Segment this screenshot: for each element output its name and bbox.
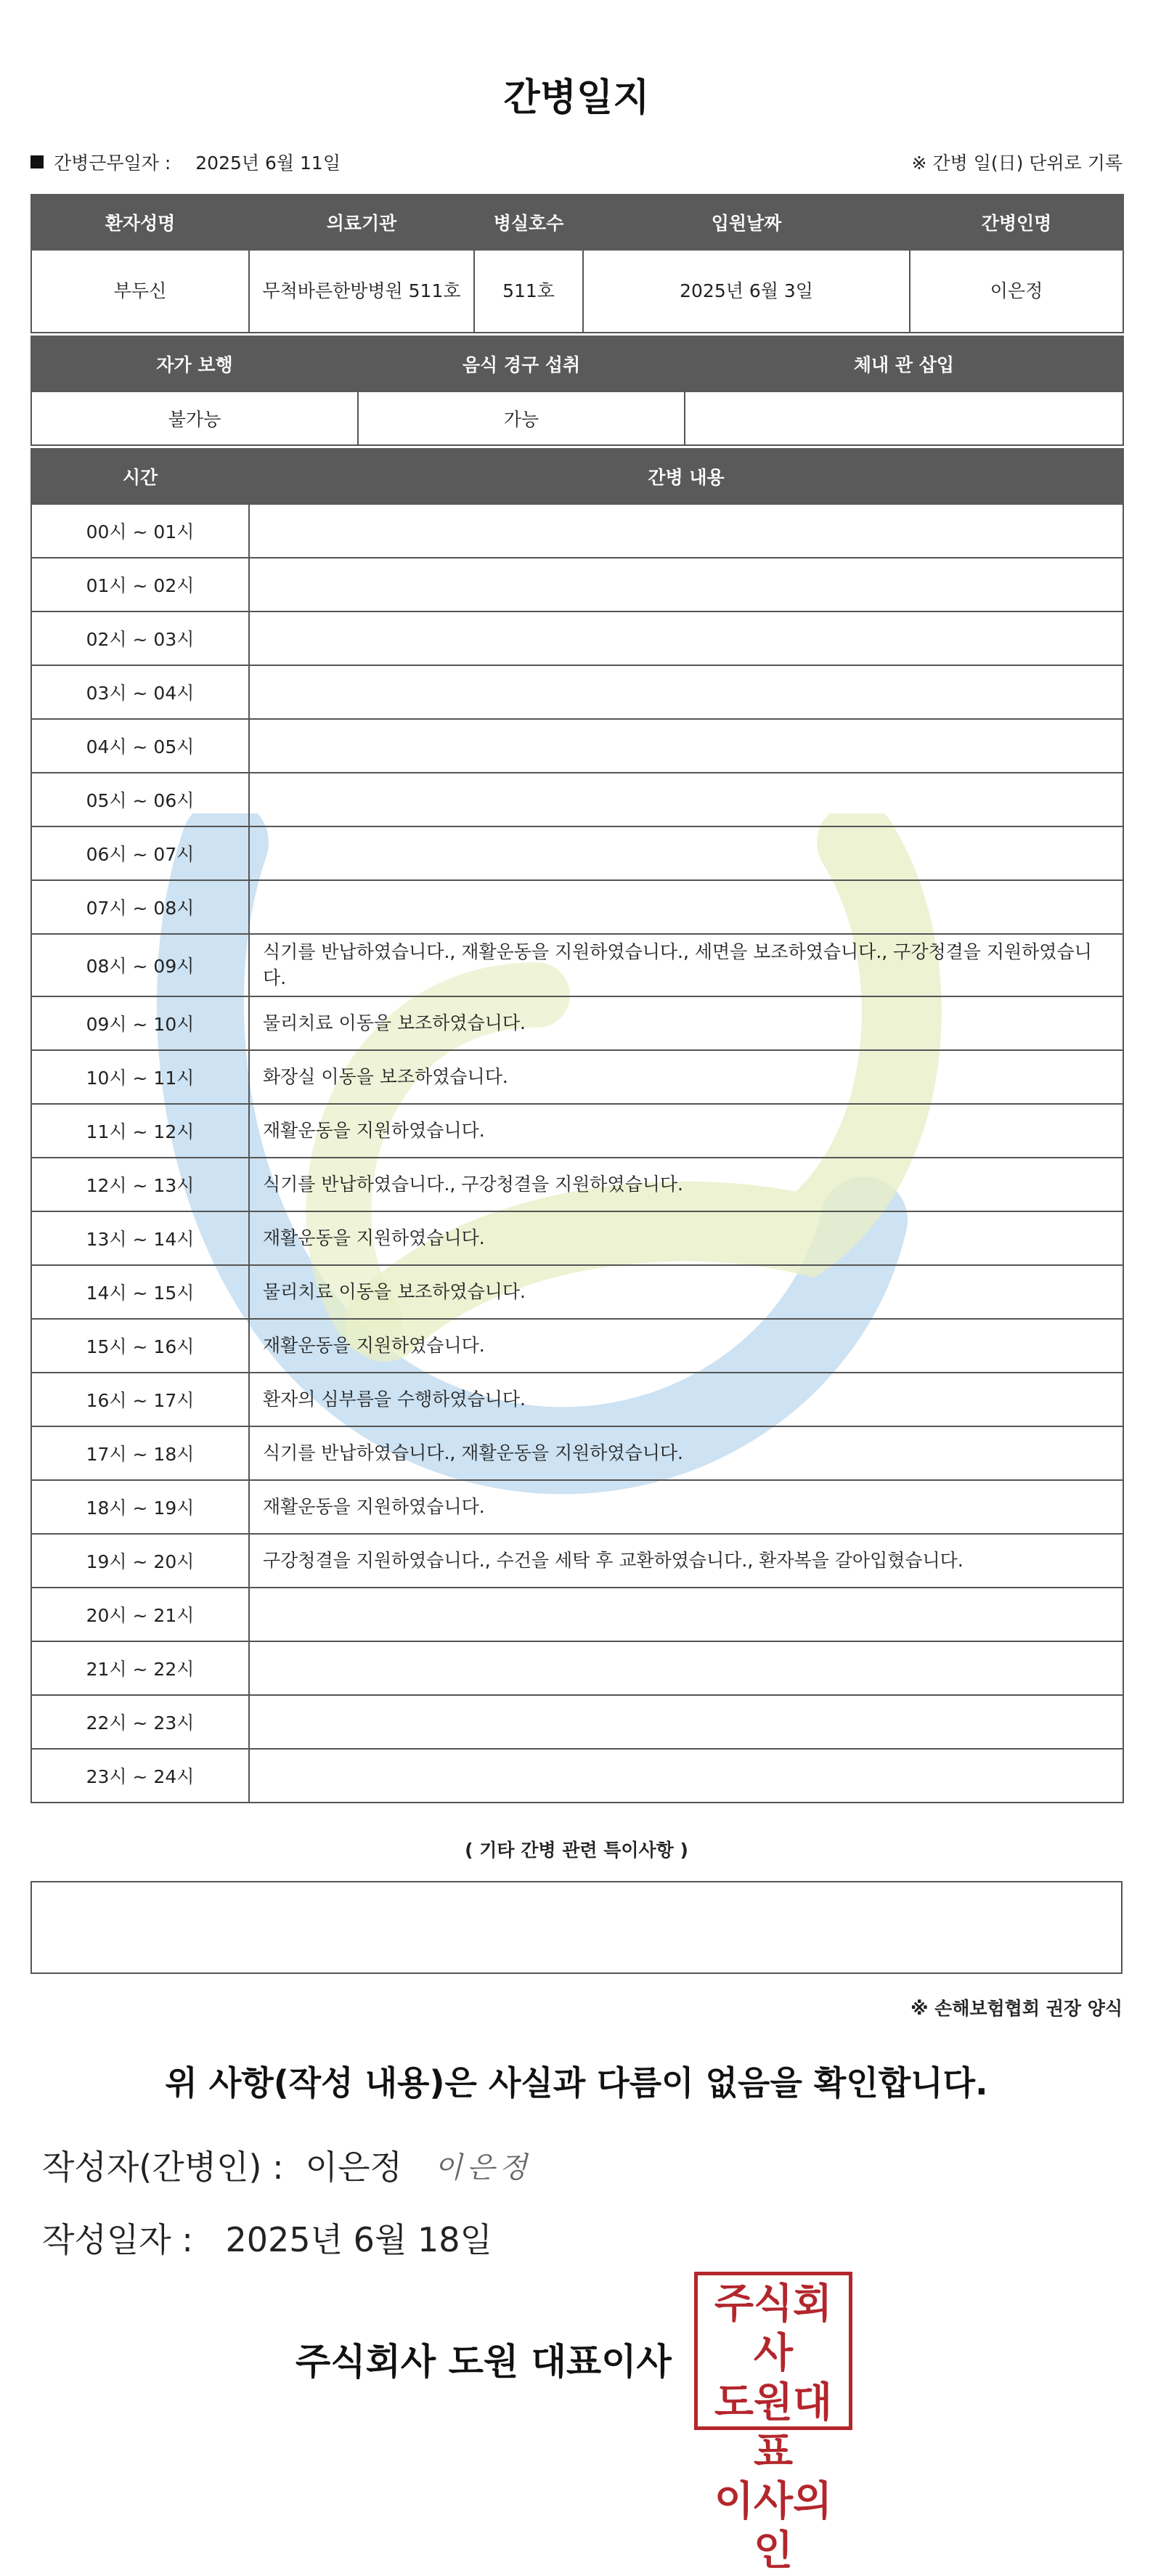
care-log-content — [249, 1641, 1123, 1695]
header-oral-intake: 음식 경구 섭취 — [358, 336, 685, 391]
care-log-time: 07시 ~ 08시 — [31, 880, 249, 934]
care-log-time: 09시 ~ 10시 — [31, 996, 249, 1050]
header-hospital: 의료기관 — [249, 195, 474, 250]
header-time: 시간 — [31, 449, 249, 504]
header-room: 병실호수 — [474, 195, 583, 250]
patient-status-header — [31, 336, 1123, 391]
care-log-time: 17시 ~ 18시 — [31, 1426, 249, 1480]
written-date-label: 작성일자 : — [42, 2220, 193, 2259]
care-log-time: 21시 ~ 22시 — [31, 1641, 249, 1695]
care-log-time: 11시 ~ 12시 — [31, 1104, 249, 1158]
care-log-time: 04시 ~ 05시 — [31, 719, 249, 773]
care-log-content: 구강청결을 지원하였습니다., 수건을 세탁 후 교환하였습니다., 환자복을 갈아입혔습니다. — [249, 1534, 1123, 1588]
duty-date-label: 간병근무일자 : — [54, 153, 171, 174]
care-log-time: 22시 ~ 23시 — [31, 1695, 249, 1749]
care-log-row — [31, 934, 1123, 996]
care-log-row — [31, 1534, 1123, 1588]
form-source-note: ※ 손해보험협회 권장 양식 — [910, 1998, 1123, 2019]
care-log-row — [31, 1211, 1123, 1265]
care-log-content — [249, 665, 1123, 719]
room-number: 511호 — [474, 250, 583, 333]
care-log-time: 01시 ~ 02시 — [31, 558, 249, 612]
care-log-row — [31, 773, 1123, 826]
care-log-time: 02시 ~ 03시 — [31, 612, 249, 665]
care-log-row — [31, 1641, 1123, 1695]
care-log-content — [249, 826, 1123, 880]
care-log-time: 19시 ~ 20시 — [31, 1534, 249, 1588]
care-log-time: 14시 ~ 15시 — [31, 1265, 249, 1319]
care-log-content — [249, 1695, 1123, 1749]
care-log-time: 16시 ~ 17시 — [31, 1373, 249, 1426]
care-log-time: 23시 ~ 24시 — [31, 1749, 249, 1803]
care-log-table — [30, 448, 1124, 1803]
special-notes-box — [30, 1881, 1123, 1974]
patient-status-table — [30, 336, 1124, 446]
care-log-content: 재활운동을 지원하였습니다. — [249, 1211, 1123, 1265]
patient-info-values — [31, 250, 1123, 333]
care-log-body — [31, 504, 1123, 1803]
patient-name: 부두신 — [31, 250, 249, 333]
document-title: 간병일지 — [503, 76, 650, 120]
stamp-line: 이사의인 — [714, 2478, 833, 2575]
header-self-walking: 자가 보행 — [31, 336, 358, 391]
care-log-row — [31, 1695, 1123, 1749]
care-log-row — [31, 1265, 1123, 1319]
care-log-time: 10시 ~ 11시 — [31, 1050, 249, 1104]
care-log-row — [31, 1050, 1123, 1104]
record-unit-note: ※ 간병 일(日) 단위로 기록 — [911, 153, 1123, 174]
care-log-content: 재활운동을 지원하였습니다. — [249, 1480, 1123, 1534]
care-log-row — [31, 1480, 1123, 1534]
care-log-row — [31, 719, 1123, 773]
care-log-content — [249, 504, 1123, 558]
care-log-time: 13시 ~ 14시 — [31, 1211, 249, 1265]
care-log-content: 식기를 반납하였습니다., 구강청결을 지원하였습니다. — [249, 1158, 1123, 1211]
writer-label: 작성자(간병인) : — [42, 2148, 284, 2187]
care-log-row — [31, 880, 1123, 934]
header-admission-date: 입원날짜 — [583, 195, 910, 250]
written-date-line — [42, 2214, 492, 2262]
tube-insertion-value — [685, 391, 1123, 445]
patient-info-table — [30, 194, 1124, 333]
care-log-content — [249, 612, 1123, 665]
care-log-row — [31, 612, 1123, 665]
care-log-content — [249, 1588, 1123, 1641]
written-date-value: 2025년 6월 18일 — [225, 2220, 492, 2259]
writer-name: 이은정 — [305, 2148, 402, 2187]
header-caregiver: 간병인명 — [910, 195, 1123, 250]
care-log-content: 재활운동을 지원하였습니다. — [249, 1319, 1123, 1373]
care-log-row — [31, 665, 1123, 719]
care-log-time: 05시 ~ 06시 — [31, 773, 249, 826]
care-log-time: 08시 ~ 09시 — [31, 934, 249, 996]
oral-intake-value: 가능 — [358, 391, 685, 445]
care-log-content — [249, 773, 1123, 826]
company-seal-stamp — [694, 2272, 852, 2575]
care-log-row — [31, 1373, 1123, 1426]
care-log-content — [249, 1749, 1123, 1803]
square-bullet-icon — [30, 155, 44, 168]
care-log-content: 화장실 이동을 보조하였습니다. — [249, 1050, 1123, 1104]
writer-line — [42, 2141, 531, 2189]
care-log-content: 식기를 반납하였습니다., 재활운동을 지원하였습니다. — [249, 1426, 1123, 1480]
care-log-row — [31, 1158, 1123, 1211]
care-log-content — [249, 719, 1123, 773]
care-log-time: 12시 ~ 13시 — [31, 1158, 249, 1211]
care-log-row — [31, 1104, 1123, 1158]
self-walking-value: 불가능 — [31, 391, 358, 445]
hospital-name: 무척바른한방병원 511호 — [249, 250, 474, 333]
care-log-row — [31, 1588, 1123, 1641]
care-log-content: 식기를 반납하였습니다., 재활운동을 지원하였습니다., 세면을 보조하였습니다., 구강청결을 지원하였습니다. — [249, 934, 1123, 996]
header-tube-insertion: 체내 관 삽입 — [685, 336, 1123, 391]
care-log-content — [249, 880, 1123, 934]
patient-info-header — [31, 195, 1123, 250]
care-log-row — [31, 1319, 1123, 1373]
company-representative: 주식회사 도원 대표이사 — [296, 2341, 672, 2383]
header-care-content: 간병 내용 — [249, 449, 1123, 504]
patient-status-values — [31, 391, 1123, 445]
care-log-time: 15시 ~ 16시 — [31, 1319, 249, 1373]
care-log-row — [31, 504, 1123, 558]
writer-signature: 이은정 — [433, 2150, 531, 2185]
meta-row — [30, 149, 1123, 178]
admission-date: 2025년 6월 3일 — [583, 250, 910, 333]
confirmation-statement: 위 사항(작성 내용)은 사실과 다름이 없음을 확인합니다. — [165, 2063, 988, 2102]
care-log-header — [31, 449, 1123, 504]
care-log-content — [249, 558, 1123, 612]
caregiver-name: 이은정 — [910, 250, 1123, 333]
care-log-content: 재활운동을 지원하였습니다. — [249, 1104, 1123, 1158]
care-log-row — [31, 826, 1123, 880]
care-log-content: 물리치료 이동을 보조하였습니다. — [249, 1265, 1123, 1319]
header-patient-name: 환자성명 — [31, 195, 249, 250]
duty-date-block — [30, 149, 341, 175]
care-log-content: 물리치료 이동을 보조하였습니다. — [249, 996, 1123, 1050]
care-log-row — [31, 1426, 1123, 1480]
care-log-time: 06시 ~ 07시 — [31, 826, 249, 880]
care-log-time: 03시 ~ 04시 — [31, 665, 249, 719]
care-log-row — [31, 558, 1123, 612]
care-log-time: 20시 ~ 21시 — [31, 1588, 249, 1641]
duty-date-value: 2025년 6월 11일 — [195, 153, 341, 174]
care-log-time: 00시 ~ 01시 — [31, 504, 249, 558]
stamp-line: 주식회사 — [714, 2280, 833, 2377]
care-log-row — [31, 996, 1123, 1050]
care-log-content: 환자의 심부름을 수행하였습니다. — [249, 1373, 1123, 1426]
care-log-row — [31, 1749, 1123, 1803]
stamp-line: 도원대표 — [714, 2379, 833, 2476]
care-log-time: 18시 ~ 19시 — [31, 1480, 249, 1534]
special-notes-title: ( 기타 간병 관련 특이사항 ) — [465, 1840, 688, 1861]
